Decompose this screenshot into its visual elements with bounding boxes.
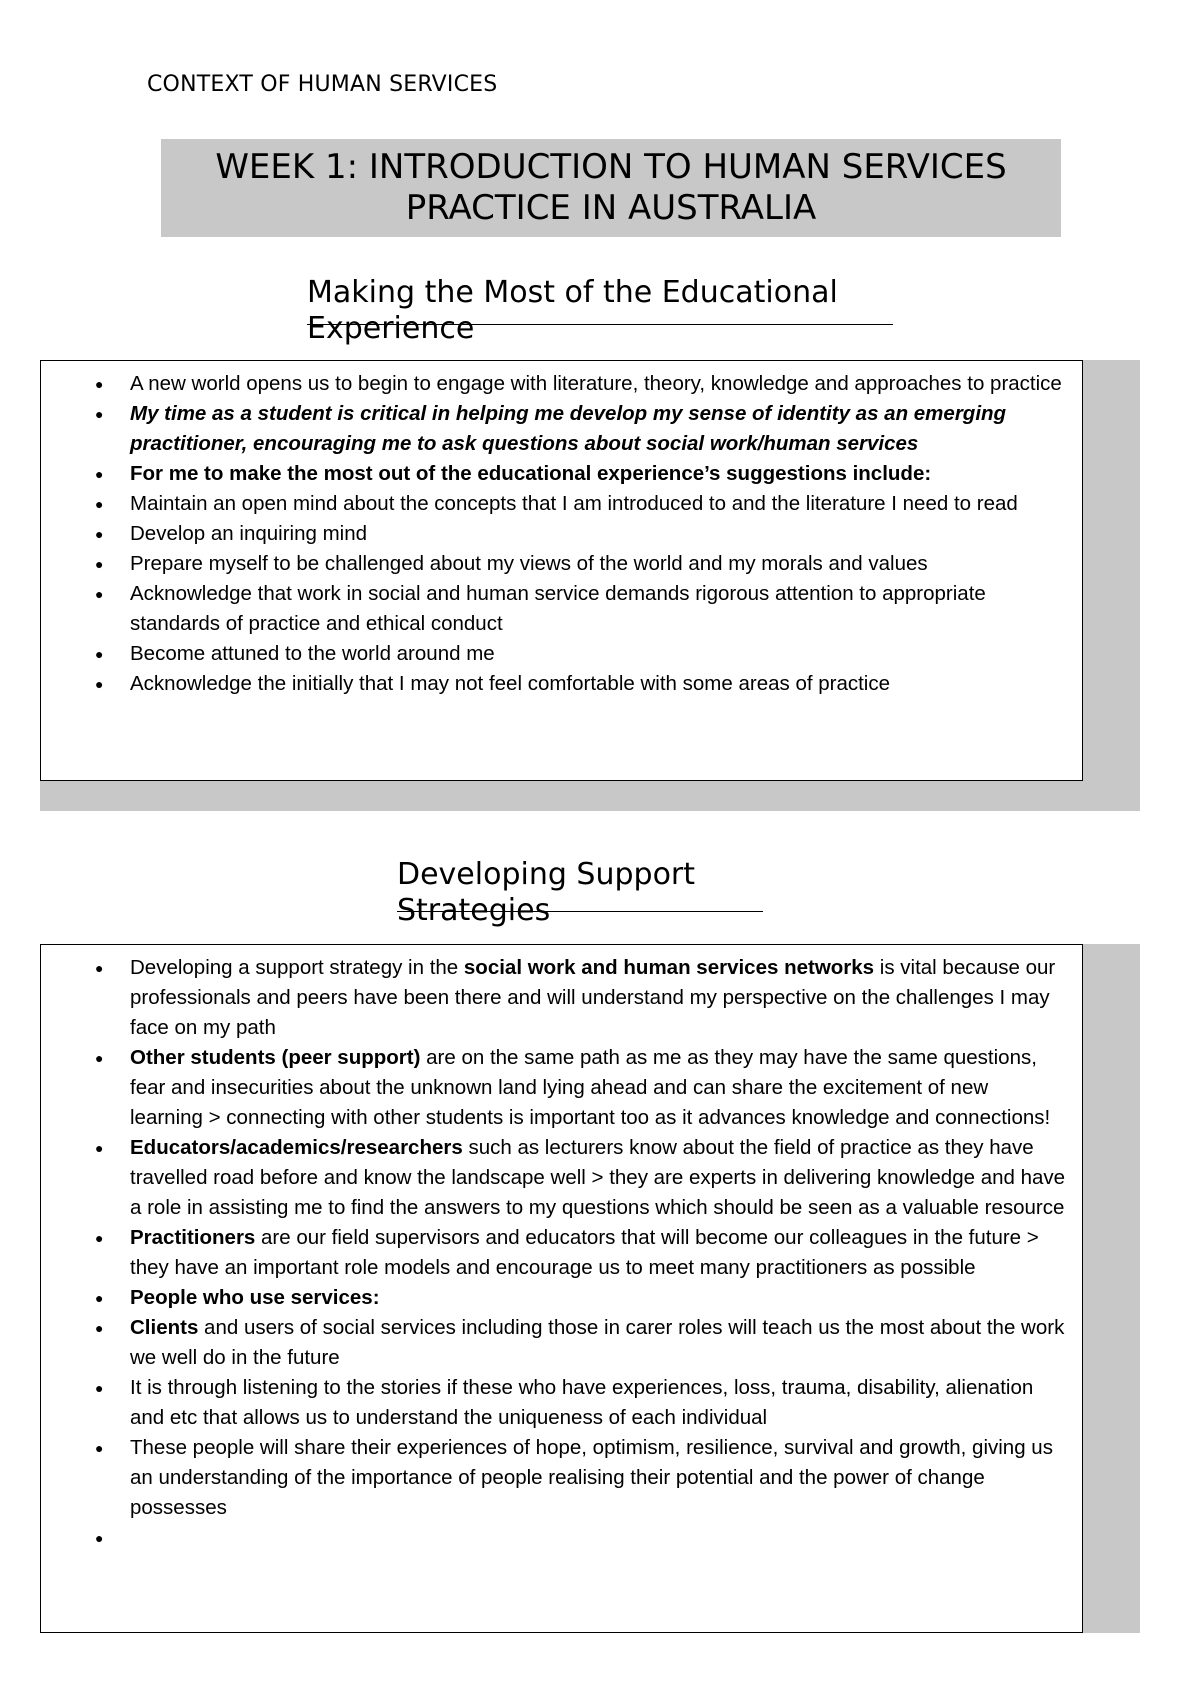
list-item: ● Practitioners are our field supervisors and educators that will become our colleagues in the future > they have an important role models and encourage us to meet many practitioners as possible (130, 1223, 1066, 1283)
week-title-banner (161, 139, 1061, 237)
list-item: ● Maintain an open mind about the concepts that I am introduced to and the literature I need to read (130, 489, 1066, 519)
list-item: ● For me to make the most out of the educational experience’s suggestions include: (130, 459, 1066, 489)
list-item: ● Other students (peer support) are on the same path as me as they may have the same questions, fear and insecurities about the unknown land lying ahead and can share the excitement of new learning > connecting with other students is important too as it advances knowledge and connections! (130, 1043, 1066, 1133)
list-item: ● Acknowledge that work in social and human service demands rigorous attention to appropriate standards of practice and ethical conduct (130, 579, 1066, 639)
list-item: ● Develop an inquiring mind (130, 519, 1066, 549)
educational-experience-box (40, 360, 1083, 781)
support-strategies-list (41, 953, 1082, 1553)
section-heading-educational-experience: Making the Most of the Educational Experience (307, 275, 893, 325)
course-header: CONTEXT OF HUMAN SERVICES (147, 72, 498, 97)
list-item: ● People who use services: (130, 1283, 1066, 1313)
list-item: ● Acknowledge the initially that I may not feel comfortable with some areas of practice (130, 669, 1066, 699)
list-item: ● Clients and users of social services including those in carer roles will teach us the most about the work we well do in the future (130, 1313, 1066, 1373)
section-heading-support-strategies: Developing Support Strategies (397, 857, 763, 912)
educational-experience-list (41, 369, 1082, 699)
support-strategies-box (40, 944, 1083, 1633)
list-item: ● Developing a support strategy in the social work and human services networks is vital because our professionals and peers have been there and will understand my perspective on the challenges I may face on my path (130, 953, 1066, 1043)
list-item: ● These people will share their experiences of hope, optimism, resilience, survival and growth, giving us an understanding of the importance of people realising their potential and the power of change possesses (130, 1433, 1066, 1523)
week-title-line-2: PRACTICE IN AUSTRALIA (405, 188, 817, 228)
list-item: ● Educators/academics/researchers such as lecturers know about the field of practice as they have travelled road before and know the landscape well > they are experts in delivering knowledge and have a role in assisting me to find the answers to my questions which should be seen as a valuable resource (130, 1133, 1066, 1223)
list-item: ● A new world opens us to begin to engage with literature, theory, knowledge and approaches to practice (130, 369, 1066, 399)
week-title-line-1: WEEK 1: INTRODUCTION TO HUMAN SERVICES (215, 147, 1007, 187)
list-item (130, 1523, 1066, 1553)
list-item: ● My time as a student is critical in helping me develop my sense of identity as an emerging practitioner, encouraging me to ask questions about social work/human services (130, 399, 1066, 459)
list-item: ● Prepare myself to be challenged about my views of the world and my morals and values (130, 549, 1066, 579)
list-item: ● Become attuned to the world around me (130, 639, 1066, 669)
list-item: ● It is through listening to the stories if these who have experiences, loss, trauma, disability, alienation and etc that allows us to understand the uniqueness of each individual (130, 1373, 1066, 1433)
